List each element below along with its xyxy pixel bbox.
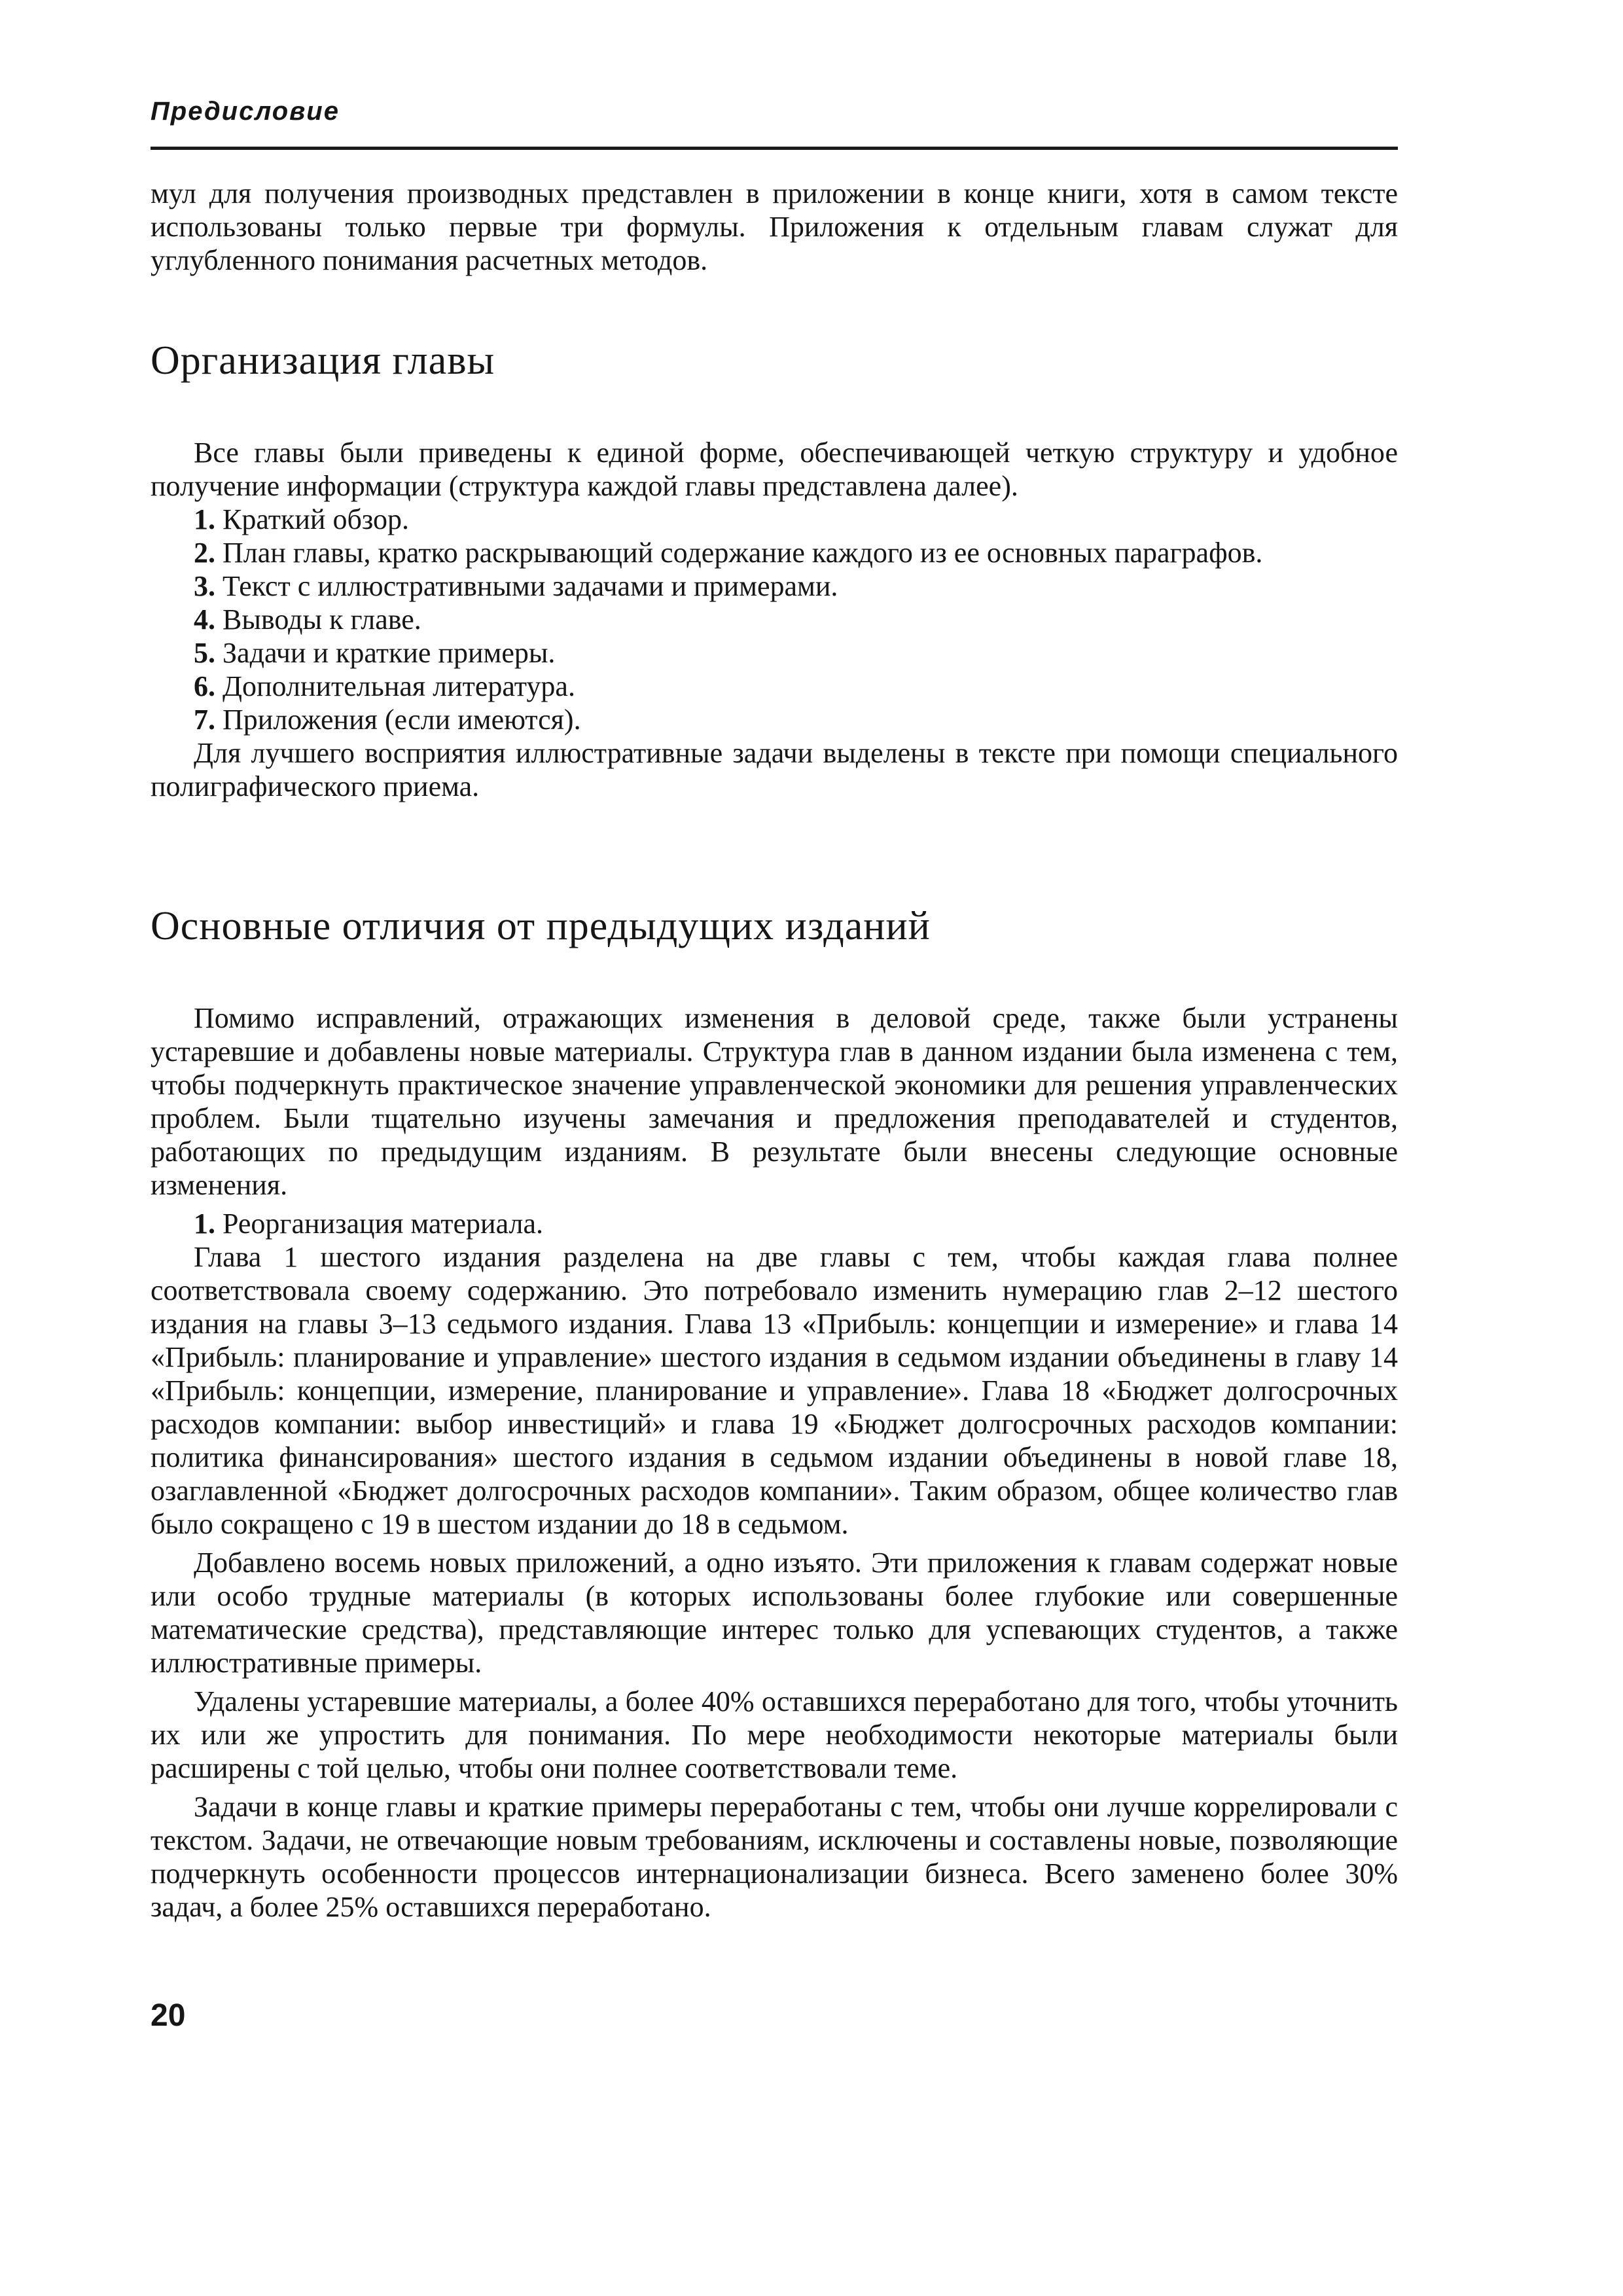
list-item-text: Выводы к главе. bbox=[223, 603, 421, 636]
list-item bbox=[151, 636, 1398, 670]
list-item-number: 6. bbox=[194, 670, 215, 702]
differences-section bbox=[151, 1001, 1398, 1924]
paragraph-gap bbox=[151, 1541, 1398, 1546]
list-item-number: 5. bbox=[194, 637, 215, 669]
paragraph-gap bbox=[151, 1679, 1398, 1685]
differences-paragraph-4: Удалены устаревшие материалы, а более 40% оставшихся переработано для того, чтобы уточнить их или же упростить для понимания. По мере необходимости некоторые материалы были расширены с той целью, чтобы они полнее соответствовали теме. bbox=[151, 1685, 1398, 1784]
organization-paragraph: Все главы были приведены к единой форме, обеспечивающей четкую структуру и удобное получение информации (структура каждой главы представлена далее). bbox=[151, 437, 1398, 502]
header-rule bbox=[151, 147, 1398, 150]
paragraph-gap bbox=[151, 1785, 1398, 1790]
list-item bbox=[151, 569, 1398, 603]
differences-heading: Основные отличия от предыдущих изданий bbox=[151, 904, 931, 948]
intro-paragraph: мул для получения производных представлен в приложении в конце книги, хотя в самом тексте использованы только первые три формулы. Приложения к отдельным главам служат для углубленного понимания расчетных методов. bbox=[151, 177, 1398, 276]
differences-heading-block bbox=[151, 903, 1398, 950]
differences-paragraph-3: Добавлено восемь новых приложений, а одно изъято. Эти приложения к главам содержат новые или особо трудные материалы (в которых использованы более глубокие или совершенные математические средства), представляющие интерес только для успевающих студентов, а также иллюстративные примеры. bbox=[151, 1547, 1398, 1679]
page-number: 20 bbox=[151, 1998, 186, 2033]
organization-heading: Организация главы bbox=[151, 338, 495, 383]
list-item bbox=[151, 1207, 1398, 1240]
list-item-text: Приложения (если имеются). bbox=[223, 704, 581, 736]
list-item-number: 7. bbox=[194, 704, 215, 736]
list-item-text: План главы, кратко раскрывающий содержание каждого из ее основных параграфов. bbox=[223, 537, 1263, 569]
list-item-number: 4. bbox=[194, 603, 215, 636]
list-item-text: Дополнительная литература. bbox=[223, 670, 575, 702]
paragraph-gap bbox=[151, 1202, 1398, 1207]
list-item-number: 3. bbox=[194, 570, 215, 602]
list-item bbox=[151, 603, 1398, 636]
list-item-number: 1. bbox=[194, 1208, 215, 1240]
list-item bbox=[151, 503, 1398, 536]
organization-heading-block bbox=[151, 338, 1398, 384]
differences-paragraph-2: Глава 1 шестого издания разделена на две главы с тем, чтобы каждая глава полнее соответствовала своему содержанию. Это потребовало изменить нумерацию глав 2–12 шестого издания на главы 3–13 седьмого издания. Глава 13 «Прибыль: концепции и измерение» и глава 14 «Прибыль: планирование и управление» шестого издания в седьмом издании объединены в главу 14 «Прибыль: концепции, измерение, планирование и управление». Глава 18 «Бюджет долгосрочных расходов компании: выбор инвестиций» и глава 19 «Бюджет долгосрочных расходов компании: политика финансирования» шестого издания в седьмом издании объединены в новой главе 18, озаглавленной «Бюджет долгосрочных расходов компании». Таким образом, общее количество глав было сокращено с 19 в шестом издании до 18 в седьмом. bbox=[151, 1241, 1398, 1540]
list-item bbox=[151, 703, 1398, 736]
list-item bbox=[151, 536, 1398, 569]
list-item-number: 2. bbox=[194, 537, 215, 569]
list-item-text: Краткий обзор. bbox=[223, 503, 409, 535]
organization-closing-paragraph: Для лучшего восприятия иллюстративные задачи выделены в тексте при помощи специального полиграфического приема. bbox=[151, 737, 1398, 802]
list-item-text: Реорганизация материала. bbox=[223, 1208, 543, 1240]
list-item-text: Задачи и краткие примеры. bbox=[223, 637, 556, 669]
document-page bbox=[151, 0, 1398, 2296]
running-header: Предисловие bbox=[151, 97, 340, 126]
list-item-text: Текст с иллюстративными задачами и примерами. bbox=[223, 570, 838, 602]
organization-section bbox=[151, 436, 1398, 803]
differences-paragraph-1: Помимо исправлений, отражающих изменения в деловой среде, также были устранены устаревшие и добавлены новые материалы. Структура глав в данном издании была изменена с тем, чтобы подчеркнуть практическое значение управленческой экономики для решения управленческих проблем. Были тщательно изучены замечания и предложения преподавателей и студентов, работающих по предыдущим изданиям. В результате были внесены следующие основные изменения. bbox=[151, 1002, 1398, 1201]
intro-section bbox=[151, 177, 1398, 277]
list-item-number: 1. bbox=[194, 503, 215, 535]
differences-paragraph-5: Задачи в конце главы и краткие примеры переработаны с тем, чтобы они лучше коррелировали с текстом. Задачи, не отвечающие новым требованиям, исключены и составлены новые, позволяющие подчеркнуть особенности процессов интернационализации бизнеса. Всего заменено более 30% задач, а более 25% оставшихся переработано. bbox=[151, 1791, 1398, 1923]
list-item bbox=[151, 670, 1398, 703]
